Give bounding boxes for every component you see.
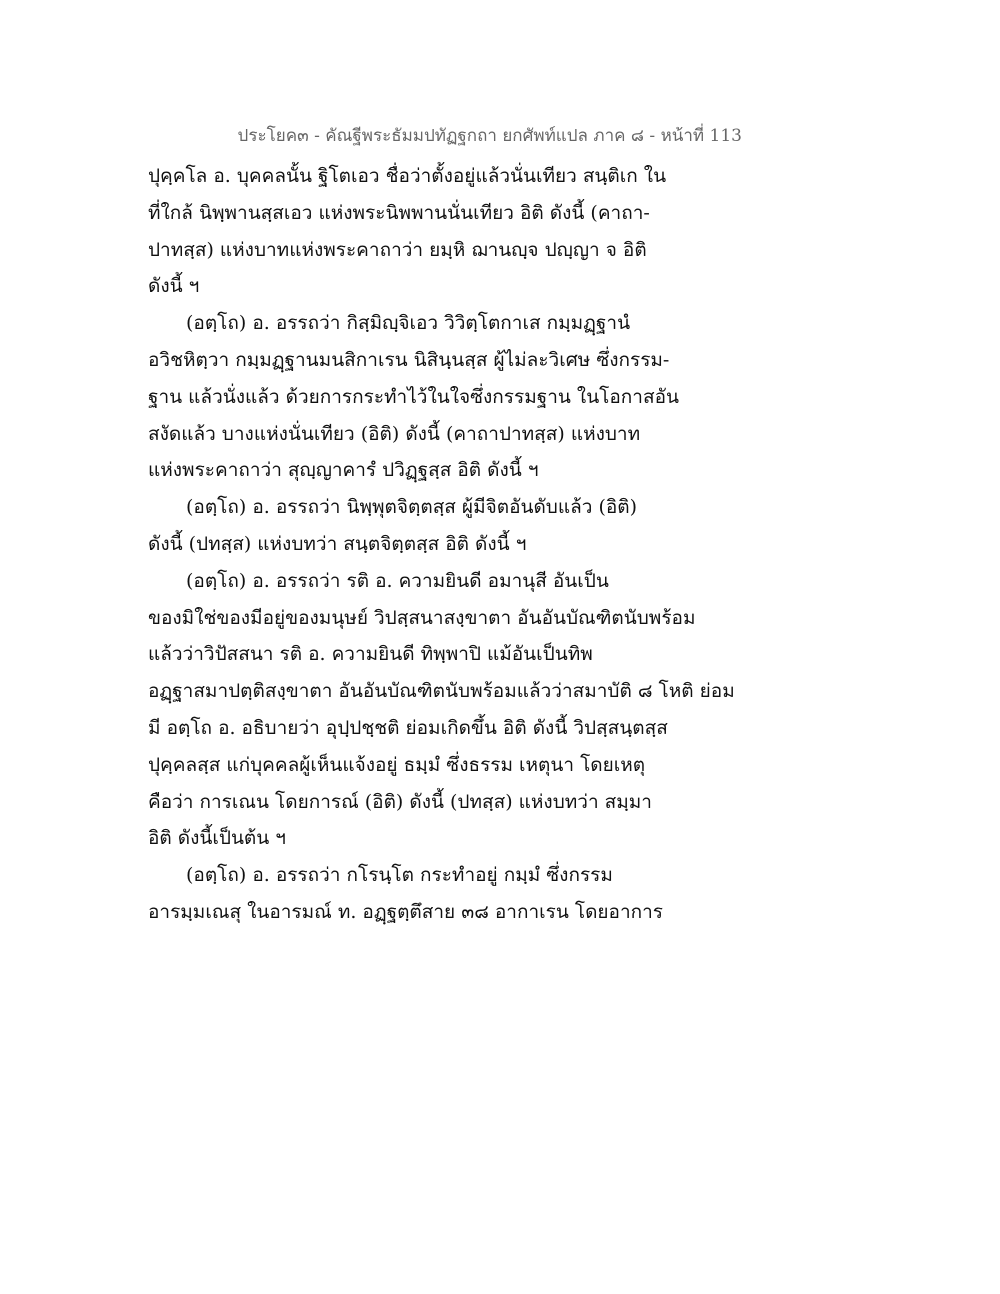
- text-line: ของมิใช่ของมีอยู่ของมนุษย์ วิปสฺสนาสงฺขาตา อันอันบัณฑิตนับพร้อม: [148, 606, 696, 629]
- text-line: มี อตฺโถ อ. อธิบายว่า อุปฺปชฺชติ ย่อมเกิดขึ้น อิติ ดังนี้ วิปสฺสนฺตสฺส: [148, 716, 668, 739]
- paragraph-start-line: (อตฺโถ) อ. อรรถว่า รติ อ. ความยินดี อมานุสี อันเป็น: [186, 569, 609, 592]
- text-line: แล้วว่าวิปัสสนา รติ อ. ความยินดี ทิพฺพาปิ แม้อันเป็นทิพ: [148, 643, 593, 666]
- text-line: สงัดแล้ว บางแห่งนั่นเทียว (อิติ) ดังนี้ (คาถาปาทสฺส) แห่งบาท: [148, 422, 641, 445]
- text-line: ที่ใกล้ นิพฺพานสฺสเอว แห่งพระนิพพานนั่นเทียว อิติ ดังนี้ (คาถา-: [148, 201, 650, 224]
- paragraph-start-line: (อตฺโถ) อ. อรรถว่า นิพฺพุตจิตฺตสฺส ผู้มีจิตอันดับแล้ว (อิติ): [186, 496, 638, 519]
- text-line: ปาทสฺส) แห่งบาทแห่งพระคาถาว่า ยมฺหิ ฌานญฺจ ปญฺญา จ อิติ: [148, 238, 647, 261]
- text-line: ดังนี้ (ปทสฺส) แห่งบทว่า สนฺตจิตฺตสฺส อิติ ดังนี้ ฯ: [148, 532, 527, 555]
- paragraph-start-line: (อตฺโถ) อ. อรรถว่า กิสฺมิญฺจิเอว วิวิตฺโตกาเส กมฺมฏฺฐานํ: [186, 312, 631, 335]
- running-header: ประโยค๓ - คัณฐีพระธัมมปทัฏฐกถา ยกศัพท์แปล ภาค ๘ - หน้าที่ 113: [237, 126, 742, 146]
- text-line: แห่งพระคาถาว่า สุญฺญาคารํ ปวิฏฺฐสฺส อิติ ดังนี้ ฯ: [148, 459, 539, 482]
- text-line: ปุคฺคโล อ. บุคคลนั้น ฐิโตเอว ชื่อว่าตั้งอยู่แล้วนั่นเทียว สนฺติเก ใน: [148, 165, 667, 187]
- body-text: [148, 158, 748, 931]
- text-line: ดังนี้ ฯ: [148, 275, 200, 298]
- text-line: อารมฺมเณสุ ในอารมณ์ ท. อฏฺฐตฺตึสาย ๓๘ อากาเรน โดยอาการ: [148, 900, 664, 923]
- text-line: อิติ ดังนี้เป็นต้น ฯ: [148, 827, 286, 850]
- text-line: คือว่า การเณน โดยการณ์ (อิติ) ดังนี้ (ปทสฺส) แห่งบทว่า สมฺมา: [148, 790, 652, 813]
- text-line: อฏฺฐาสมาปตฺติสงฺขาตา อันอันบัณฑิตนับพร้อมแล้วว่าสมาบัติ ๘ โหติ ย่อม: [148, 680, 735, 703]
- text-line: ปุคฺคลสฺส แก่บุคคลผู้เห็นแจ้งอยู่ ธมฺมํ ซึ่งธรรม เหตุนา โดยเหตุ: [148, 753, 646, 776]
- paragraph-start-line: (อตฺโถ) อ. อรรถว่า กโรนฺโต กระทำอยู่ กมฺมํ ซึ่งกรรม: [186, 864, 613, 887]
- text-line: ฐาน แล้วนั่งแล้ว ด้วยการกระทำไว้ในใจซึ่งกรรมฐาน ในโอกาสอัน: [148, 385, 679, 408]
- text-line: อวิชหิตฺวา กมฺมฏฺฐานมนสิกาเรน นิสินฺนสฺส ผู้ไม่ละวิเศษ ซึ่งกรรม-: [148, 348, 670, 371]
